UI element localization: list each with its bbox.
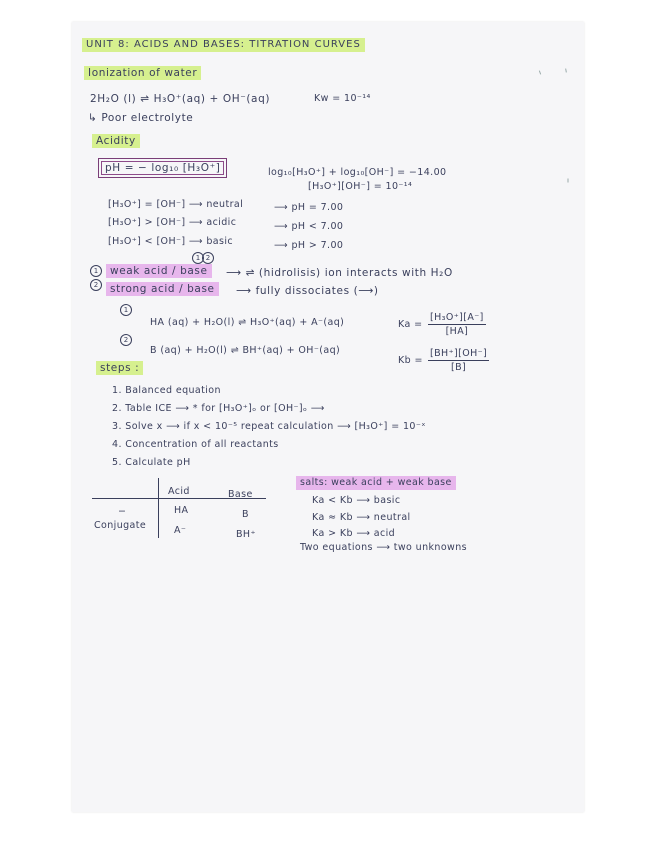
base-equation: B (aq) + H₂O(l) ⇌ BH⁺(aq) + OH⁻(aq) bbox=[150, 345, 341, 356]
step-item: 5. Calculate pH bbox=[112, 457, 191, 468]
acidity-row-neutral-ph: ⟶ pH = 7.00 bbox=[274, 202, 344, 213]
kb-fraction bbox=[428, 347, 489, 374]
salts-item: Two equations ⟶ two unknowns bbox=[300, 542, 467, 553]
ka-fraction bbox=[428, 311, 486, 338]
marker-1: 1 bbox=[192, 252, 204, 264]
strong-acid-base-desc: ⟶ fully dissociates (⟶) bbox=[236, 285, 379, 297]
ka-denominator: [HA] bbox=[445, 326, 469, 337]
margin-tick bbox=[568, 179, 569, 183]
log-equation-2: [H₃O⁺][OH⁻] = 10⁻¹⁴ bbox=[308, 181, 413, 192]
weak-acid-base-desc: ⟶ ⇌ (hidrolisis) ion interacts with H₂O bbox=[226, 267, 453, 279]
ph-formula: pH = − log₁₀ [H₃O⁺] bbox=[105, 162, 221, 174]
weak-acid-base-label: weak acid / base bbox=[106, 264, 212, 278]
step-item: 3. Solve x ⟶ if x < 10⁻⁵ repeat calculation ⟶ [H₃O⁺] = 10⁻ˣ bbox=[112, 421, 426, 432]
salts-item: Ka > Kb ⟶ acid bbox=[312, 528, 396, 539]
side-marker-2: 2 bbox=[90, 279, 102, 291]
acidity-row-basic: [H₃O⁺] < [OH⁻] ⟶ basic bbox=[108, 236, 234, 247]
ka-numerator: [H₃O⁺][A⁻] bbox=[430, 312, 484, 323]
step-item: 1. Balanced equation bbox=[112, 385, 221, 396]
ka-label: Ka = bbox=[398, 319, 423, 330]
acidity-row-acidic: [H₃O⁺] > [OH⁻] ⟶ acidic bbox=[108, 217, 237, 228]
notebook-page bbox=[72, 22, 584, 812]
salts-item: Ka < Kb ⟶ basic bbox=[312, 495, 401, 506]
acidity-row-neutral: [H₃O⁺] = [OH⁻] ⟶ neutral bbox=[108, 199, 244, 210]
table-vertical-rule bbox=[158, 478, 159, 538]
table-cell: A⁻ bbox=[174, 525, 187, 536]
table-cell: HA bbox=[174, 505, 189, 516]
log-equation-1: log₁₀[H₃O⁺] + log₁₀[OH⁻] = −14.00 bbox=[268, 167, 447, 178]
acidity-heading: Acidity bbox=[92, 134, 140, 148]
page-title: UNIT 8: ACIDS AND BASES: TITRATION CURVES bbox=[82, 38, 365, 52]
acid-equation-marker: 1 bbox=[120, 304, 132, 316]
table-cell: Conjugate bbox=[94, 520, 147, 531]
marker-2: 2 bbox=[202, 252, 214, 264]
table-header-acid: Acid bbox=[168, 486, 190, 497]
kw-value: Kw = 10⁻¹⁴ bbox=[314, 93, 371, 104]
salts-heading: salts: weak acid + weak base bbox=[296, 476, 456, 490]
base-equation-marker: 2 bbox=[120, 334, 132, 346]
step-item: 4. Concentration of all reactants bbox=[112, 439, 279, 450]
kb-numerator: [BH⁺][OH⁻] bbox=[430, 348, 488, 359]
salts-item: Ka ≈ Kb ⟶ neutral bbox=[312, 512, 411, 523]
ionization-heading: Ionization of water bbox=[84, 66, 201, 80]
kb-label: Kb = bbox=[398, 355, 423, 366]
table-cell: − bbox=[118, 506, 127, 517]
acidity-row-basic-ph: ⟶ pH > 7.00 bbox=[274, 240, 344, 251]
table-cell: BH⁺ bbox=[236, 529, 256, 540]
step-item: 2. Table ICE ⟶ * for [H₃O⁺]ₒ or [OH⁻]ₒ ⟶ bbox=[112, 403, 325, 414]
strong-acid-base-label: strong acid / base bbox=[106, 282, 219, 296]
acid-equation: HA (aq) + H₂O(l) ⇌ H₃O⁺(aq) + A⁻(aq) bbox=[150, 317, 345, 328]
ionization-note: ↳ Poor electrolyte bbox=[88, 112, 194, 124]
side-marker-1: 1 bbox=[90, 265, 102, 277]
ionization-equation: 2H₂O (l) ⇌ H₃O⁺(aq) + OH⁻(aq) bbox=[90, 93, 271, 105]
ph-formula-box bbox=[98, 158, 227, 178]
steps-heading: steps : bbox=[96, 361, 143, 375]
acidity-row-acidic-ph: ⟶ pH < 7.00 bbox=[274, 221, 344, 232]
table-cell: B bbox=[242, 509, 249, 520]
kb-denominator: [B] bbox=[451, 362, 467, 373]
table-header-base: Base bbox=[228, 489, 253, 500]
